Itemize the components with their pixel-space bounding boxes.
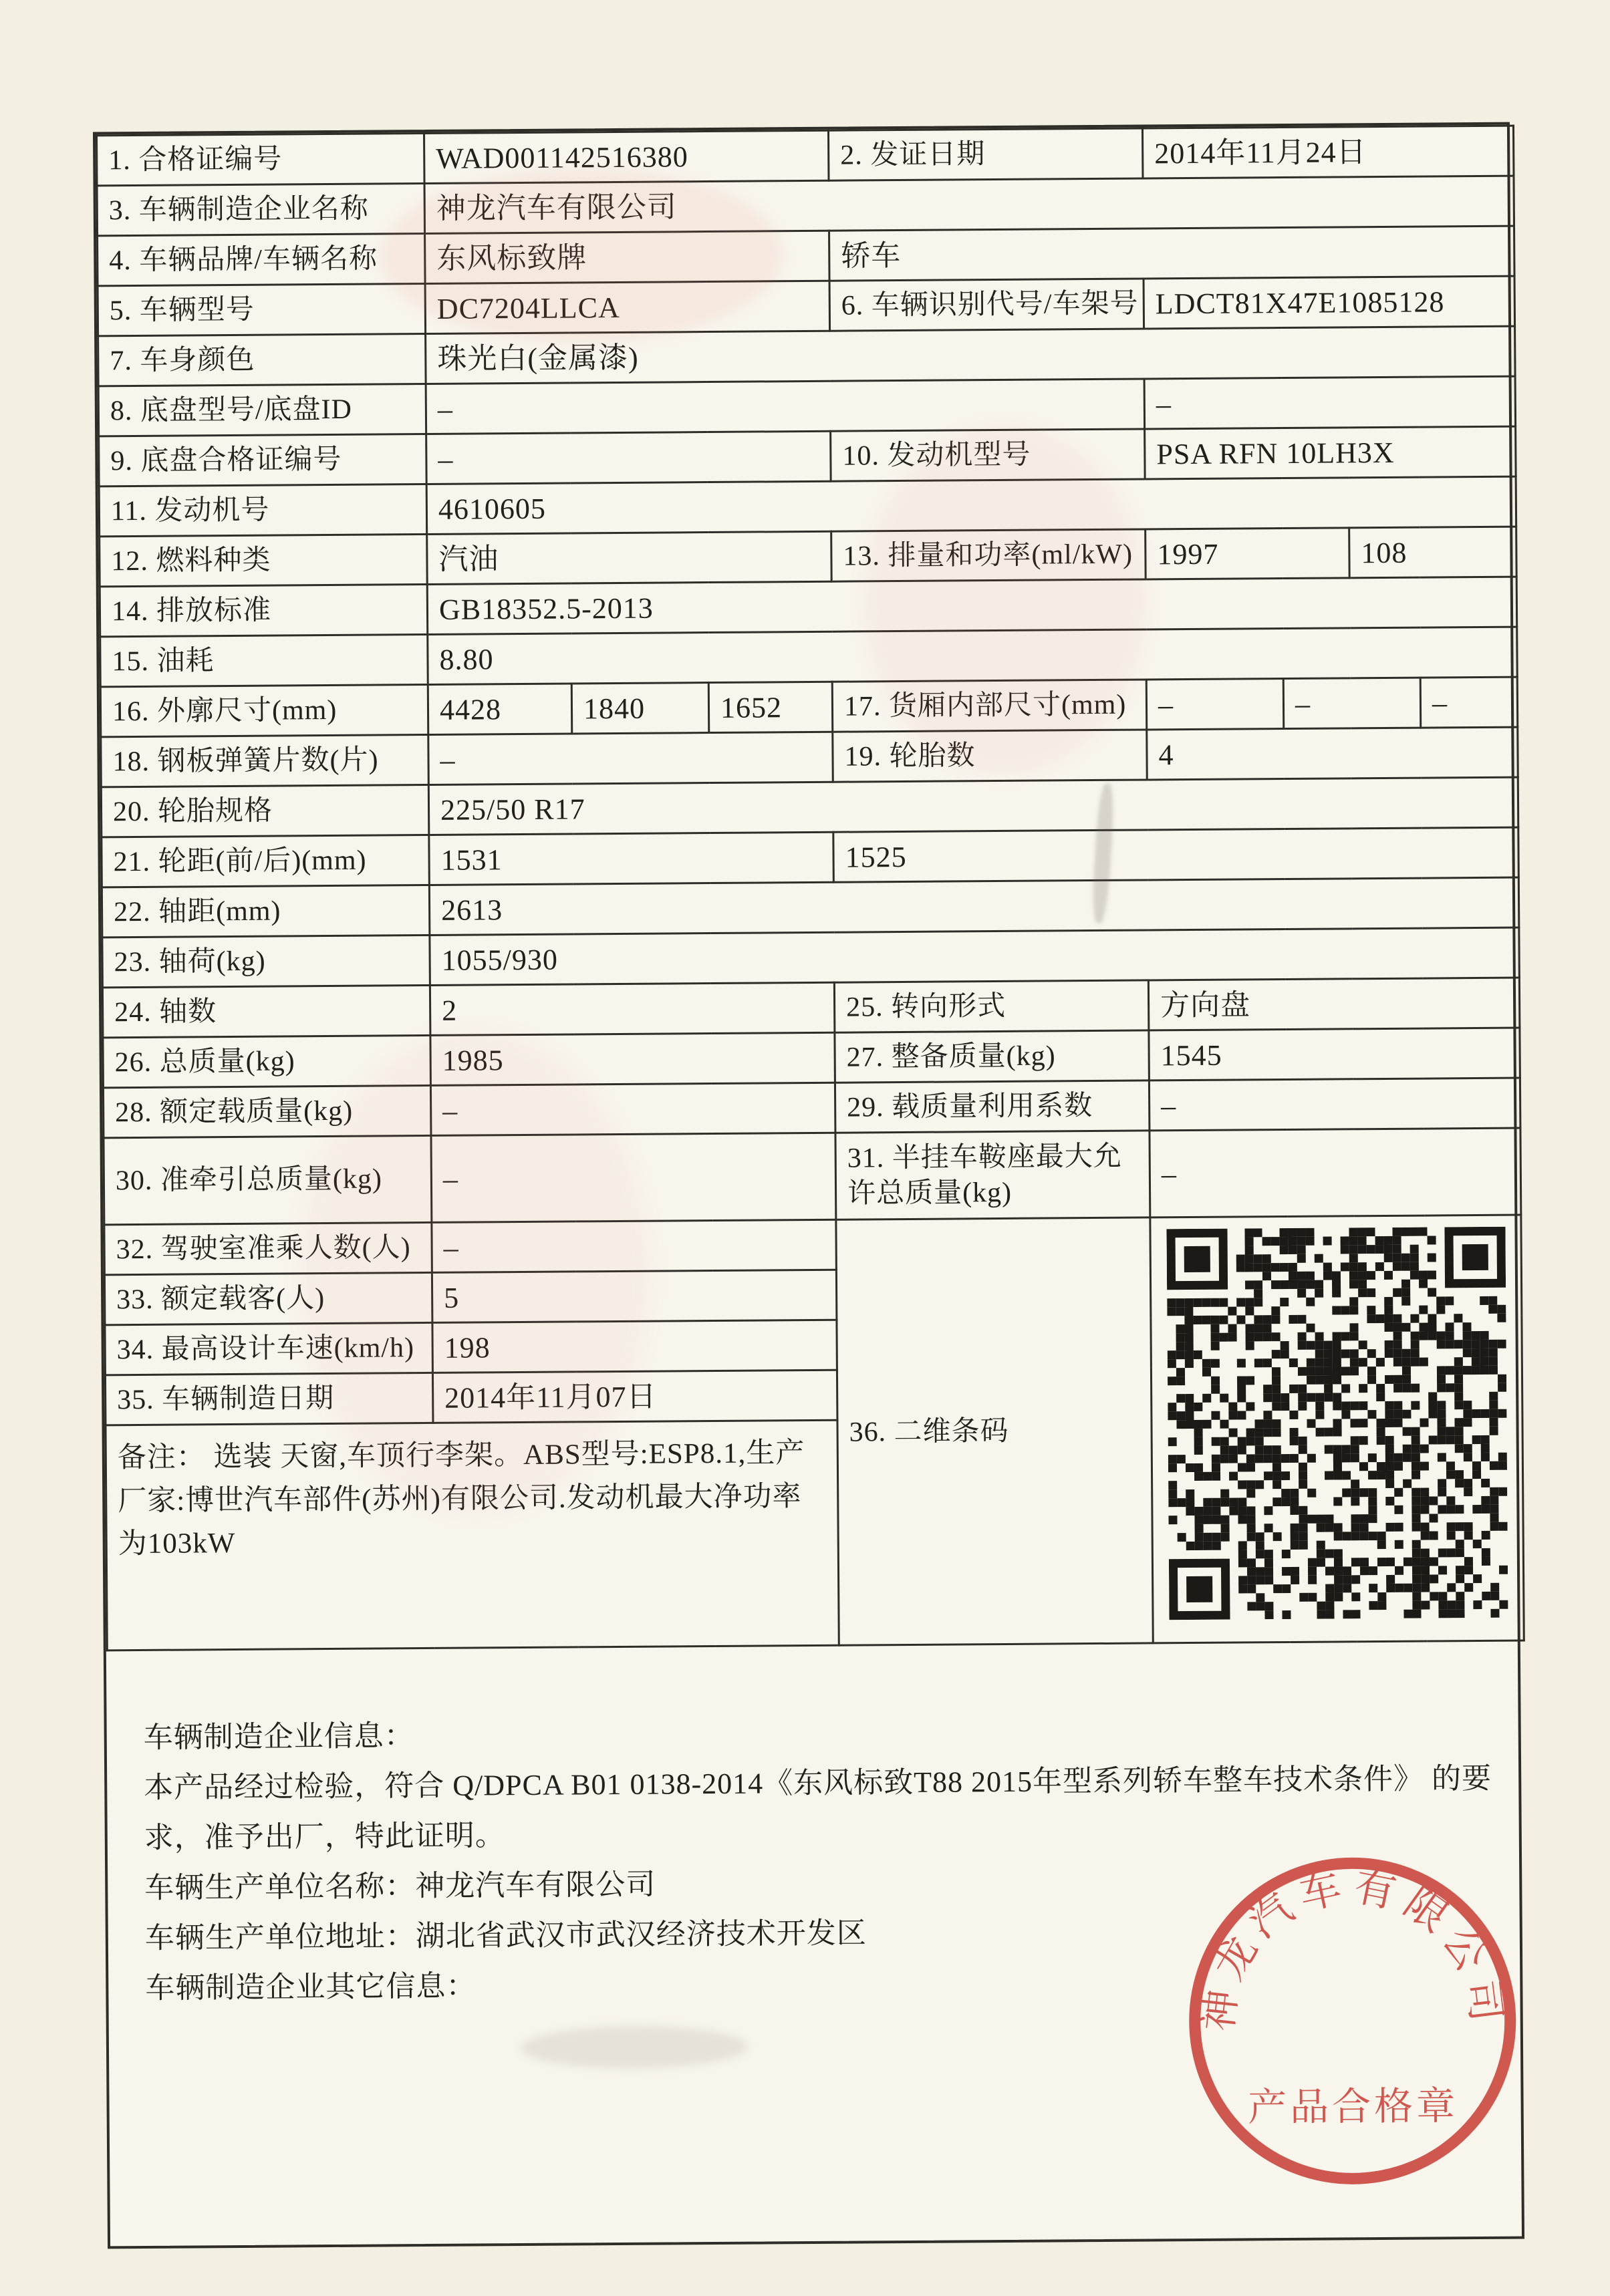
label-engine-number: 11. 发动机号 bbox=[99, 484, 427, 536]
value-chassis-certificate: – bbox=[426, 431, 831, 484]
value-rated-load-mass: – bbox=[430, 1083, 835, 1135]
label-outer-dimensions: 16. 外廓尺寸(mm) bbox=[100, 684, 428, 736]
label-fuel-consumption: 15. 油耗 bbox=[100, 634, 428, 686]
value-axle-load: 1055/930 bbox=[430, 927, 1519, 985]
info-title: 车辆制造企业信息： bbox=[143, 1719, 414, 1754]
value-cab-passengers: – bbox=[432, 1219, 837, 1272]
value-emission-standard: GB18352.5-2013 bbox=[427, 577, 1516, 634]
certificate-sheet bbox=[93, 122, 1524, 2249]
value-cargo-width: – bbox=[1283, 678, 1421, 728]
value-tire-spec: 225/50 R17 bbox=[428, 777, 1518, 835]
value-max-speed: 198 bbox=[432, 1320, 837, 1373]
value-tire-count: 4 bbox=[1147, 727, 1518, 780]
value-displacement: 1997 bbox=[1146, 528, 1350, 579]
company-seal-stamp bbox=[1178, 1846, 1528, 2196]
seal-center-text: 产品合格章 bbox=[1247, 2084, 1459, 2130]
label-certificate-number: 1. 合格证编号 bbox=[97, 133, 425, 185]
label-max-speed: 34. 最高设计车速(km/h) bbox=[105, 1322, 433, 1375]
label-emission-standard: 14. 排放标准 bbox=[100, 584, 428, 636]
value-spring-leaf-count: – bbox=[428, 732, 833, 784]
value-vehicle-model: DC7204LLCA bbox=[425, 281, 830, 333]
inspection-statement: 本产品经过检验，符合 Q/DPCA B01 0138-2014《东风标致T88 2015年型系列轿车整车技术条件》 的要求，准予出厂，特此证明。 bbox=[144, 1761, 1492, 1854]
label-chassis-certificate: 9. 底盘合格证编号 bbox=[99, 434, 427, 486]
value-cargo-length: – bbox=[1146, 679, 1284, 730]
value-steering-type: 方向盘 bbox=[1148, 978, 1520, 1030]
label-manufacture-date: 35. 车辆制造日期 bbox=[105, 1373, 433, 1425]
row-towing-mass bbox=[104, 1128, 1521, 1225]
seal-ring-text: 神龙汽车有限公司 bbox=[1196, 1864, 1510, 2034]
label-engine-model: 10. 发动机型号 bbox=[831, 429, 1146, 481]
value-curb-mass: 1545 bbox=[1149, 1028, 1520, 1081]
label-tire-spec: 20. 轮胎规格 bbox=[101, 784, 429, 837]
label-rated-load-mass: 28. 额定载质量(kg) bbox=[103, 1085, 431, 1137]
value-chassis-model: – bbox=[426, 379, 1145, 434]
value-axle-count: 2 bbox=[430, 982, 835, 1035]
label-cargo-dimensions: 17. 货厢内部尺寸(mm) bbox=[832, 680, 1147, 732]
value-vehicle-category: 轿车 bbox=[829, 226, 1514, 281]
label-track-width: 21. 轮距(前/后)(mm) bbox=[102, 835, 430, 887]
value-power: 108 bbox=[1349, 527, 1517, 578]
label-tire-count: 19. 轮胎数 bbox=[833, 730, 1148, 782]
label-load-utilization: 29. 载质量利用系数 bbox=[835, 1081, 1150, 1133]
value-manufacturer-name: 神龙汽车有限公司 bbox=[424, 176, 1514, 233]
label-steering-type: 25. 转向形式 bbox=[834, 980, 1149, 1032]
label-chassis-model: 8. 底盘型号/底盘ID bbox=[98, 384, 426, 436]
value-issue-date: 2014年11月24日 bbox=[1142, 126, 1514, 178]
value-towing-mass: – bbox=[431, 1133, 836, 1222]
label-wheelbase: 22. 轴距(mm) bbox=[102, 885, 430, 937]
label-manufacturer-name: 3. 车辆制造企业名称 bbox=[97, 183, 425, 235]
label-saddle-mass: 31. 半挂车鞍座最大允许总质量(kg) bbox=[835, 1131, 1150, 1219]
value-cargo-height: – bbox=[1420, 677, 1518, 728]
value-engine-number: 4610605 bbox=[426, 476, 1516, 534]
value-wheelbase: 2613 bbox=[429, 877, 1518, 935]
label-gross-mass: 26. 总质量(kg) bbox=[103, 1035, 431, 1087]
qr-code-cell bbox=[1150, 1215, 1524, 1643]
producer-name: 车辆生产单位名称：神龙汽车有限公司 bbox=[144, 1868, 656, 1904]
label-axle-count: 24. 轴数 bbox=[102, 985, 430, 1037]
label-issue-date: 2. 发证日期 bbox=[828, 128, 1143, 180]
qr-code bbox=[1166, 1227, 1508, 1620]
value-body-color: 珠光白(金属漆) bbox=[426, 326, 1515, 384]
value-engine-model: PSA RFN 10LH3X bbox=[1145, 426, 1516, 479]
certificate-table bbox=[96, 125, 1525, 1652]
label-rated-passengers: 33. 额定载客(人) bbox=[104, 1272, 432, 1324]
remarks-text: 备注： 选装 天窗,车顶行李架。ABS型号:ESP8.1,生产厂家:博世汽车部件(苏州)有限公司.发动机最大净功率为103kW bbox=[106, 1420, 839, 1651]
producer-address: 车辆生产单位地址：湖北省武汉市武汉经济技术开发区 bbox=[144, 1916, 867, 1955]
other-info: 车辆制造企业其它信息： bbox=[145, 1969, 477, 2005]
value-height: 1652 bbox=[708, 682, 833, 732]
value-load-utilization: – bbox=[1149, 1078, 1520, 1131]
value-fuel-consumption: 8.80 bbox=[428, 627, 1517, 684]
label-fuel-type: 12. 燃料种类 bbox=[100, 534, 428, 586]
value-fuel-type: 汽油 bbox=[427, 531, 832, 584]
value-rated-passengers: 5 bbox=[432, 1270, 837, 1322]
label-vehicle-brand: 4. 车辆品牌/车辆名称 bbox=[98, 233, 426, 285]
label-towing-mass: 30. 准牵引总质量(kg) bbox=[104, 1135, 432, 1224]
label-body-color: 7. 车身颜色 bbox=[98, 333, 426, 386]
value-track-front: 1531 bbox=[429, 832, 834, 885]
label-cab-passengers: 32. 驾驶室准乘人数(人) bbox=[104, 1222, 432, 1274]
value-certificate-number: WAD001142516380 bbox=[424, 130, 829, 183]
label-curb-mass: 27. 整备质量(kg) bbox=[835, 1030, 1150, 1083]
value-chassis-model-2: – bbox=[1144, 376, 1516, 429]
value-track-rear: 1525 bbox=[833, 827, 1518, 882]
value-vin: LDCT81X47E1085128 bbox=[1144, 276, 1515, 329]
value-width: 1840 bbox=[571, 683, 709, 734]
row-cab-passengers bbox=[104, 1215, 1521, 1275]
label-spring-leaf-count: 18. 钢板弹簧片数(片) bbox=[101, 734, 429, 786]
value-gross-mass: 1985 bbox=[430, 1032, 835, 1085]
label-vehicle-model: 5. 车辆型号 bbox=[98, 283, 426, 335]
value-saddle-mass: – bbox=[1150, 1128, 1521, 1217]
label-axle-load: 23. 轴荷(kg) bbox=[102, 935, 430, 987]
value-manufacture-date: 2014年11月07日 bbox=[432, 1370, 837, 1423]
label-qr-code: 36. 二维条码 bbox=[836, 1217, 1153, 1645]
label-displacement-power: 13. 排量和功率(ml/kW) bbox=[831, 529, 1146, 581]
label-vin: 6. 车辆识别代号/车架号 bbox=[829, 279, 1144, 331]
value-vehicle-brand: 东风标致牌 bbox=[425, 231, 830, 283]
value-length: 4428 bbox=[428, 684, 572, 734]
